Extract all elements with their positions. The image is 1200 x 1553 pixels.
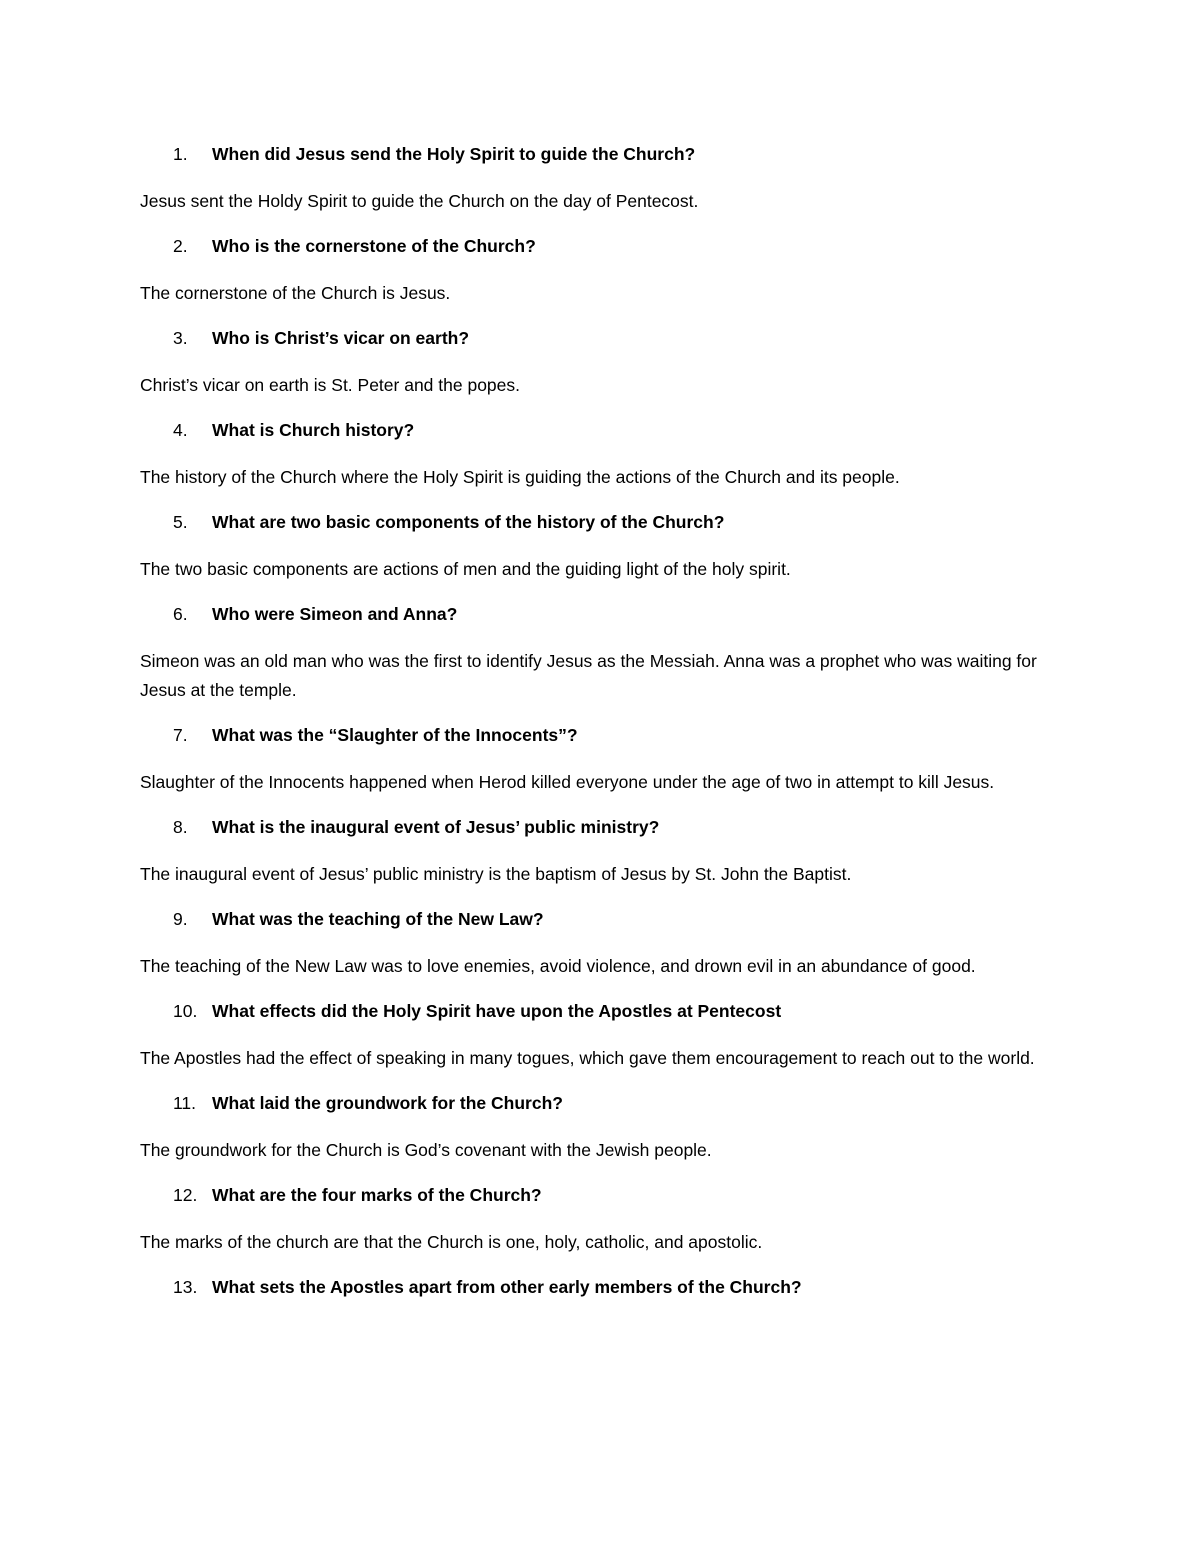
qa-item-11 <box>140 1089 1070 1165</box>
question-text: What is Church history? <box>212 420 415 440</box>
question-number: 12. <box>173 1185 198 1205</box>
question-3 <box>173 324 1070 353</box>
question-text: What effects did the Holy Spirit have upon the Apostles at Pentecost <box>212 1001 782 1021</box>
question-number: 3. <box>173 328 188 348</box>
question-text: Who is the cornerstone of the Church? <box>212 236 536 256</box>
question-number: 13. <box>173 1277 198 1297</box>
answer-6: Simeon was an old man who was the first to identify Jesus as the Messiah. Anna was a prophet who was waiting for Jesus at the temple. <box>140 651 1037 700</box>
qa-item-7 <box>140 721 1070 797</box>
qa-item-10 <box>140 997 1070 1073</box>
question-text: What sets the Apostles apart from other early members of the Church? <box>212 1277 802 1297</box>
question-text: What was the teaching of the New Law? <box>212 909 544 929</box>
question-number: 4. <box>173 420 188 440</box>
question-1 <box>173 140 1070 169</box>
question-9 <box>173 905 1070 934</box>
qa-item-5 <box>140 508 1070 584</box>
question-text: What are two basic components of the history of the Church? <box>212 512 725 532</box>
qa-item-4 <box>140 416 1070 492</box>
question-text: What is the inaugural event of Jesus’ public ministry? <box>212 817 660 837</box>
question-number: 8. <box>173 817 188 837</box>
qa-item-6 <box>140 600 1070 705</box>
answer-4: The history of the Church where the Holy Spirit is guiding the actions of the Church and its people. <box>140 467 900 487</box>
qa-item-3 <box>140 324 1070 400</box>
question-text: Who is Christ’s vicar on earth? <box>212 328 470 348</box>
question-number: 7. <box>173 725 188 745</box>
question-2 <box>173 232 1070 261</box>
answer-9: The teaching of the New Law was to love enemies, avoid violence, and drown evil in an abundance of good. <box>140 956 976 976</box>
question-number: 2. <box>173 236 188 256</box>
question-13 <box>173 1273 1070 1302</box>
question-number: 9. <box>173 909 188 929</box>
question-6 <box>173 600 1070 629</box>
answer-11: The groundwork for the Church is God’s covenant with the Jewish people. <box>140 1140 712 1160</box>
qa-item-13 <box>140 1273 1070 1302</box>
question-text: What are the four marks of the Church? <box>212 1185 542 1205</box>
qa-item-2 <box>140 232 1070 308</box>
question-number: 10. <box>173 1001 198 1021</box>
question-12 <box>173 1181 1070 1210</box>
answer-5: The two basic components are actions of men and the guiding light of the holy spirit. <box>140 559 791 579</box>
qa-item-8 <box>140 813 1070 889</box>
document-page <box>140 140 1070 1320</box>
qa-item-1 <box>140 140 1070 216</box>
qa-item-12 <box>140 1181 1070 1257</box>
question-8 <box>173 813 1070 842</box>
question-11 <box>173 1089 1070 1118</box>
answer-2: The cornerstone of the Church is Jesus. <box>140 283 451 303</box>
answer-12: The marks of the church are that the Church is one, holy, catholic, and apostolic. <box>140 1232 763 1252</box>
question-10 <box>173 997 1070 1026</box>
question-5 <box>173 508 1070 537</box>
answer-3: Christ’s vicar on earth is St. Peter and the popes. <box>140 375 521 395</box>
question-number: 11. <box>173 1093 197 1113</box>
answer-10: The Apostles had the effect of speaking in many togues, which gave them encouragement to reach out to the world. <box>140 1048 1035 1068</box>
question-text: When did Jesus send the Holy Spirit to guide the Church? <box>212 144 696 164</box>
question-text: Who were Simeon and Anna? <box>212 604 458 624</box>
question-number: 5. <box>173 512 188 532</box>
question-number: 6. <box>173 604 188 624</box>
answer-7: Slaughter of the Innocents happened when Herod killed everyone under the age of two in attempt to kill Jesus. <box>140 772 995 792</box>
question-4 <box>173 416 1070 445</box>
answer-8: The inaugural event of Jesus’ public ministry is the baptism of Jesus by St. John the Baptist. <box>140 864 852 884</box>
question-number: 1. <box>173 144 188 164</box>
question-text: What was the “Slaughter of the Innocents”? <box>212 725 578 745</box>
answer-1: Jesus sent the Holdy Spirit to guide the Church on the day of Pentecost. <box>140 191 699 211</box>
qa-item-9 <box>140 905 1070 981</box>
question-7 <box>173 721 1070 750</box>
question-text: What laid the groundwork for the Church? <box>212 1093 563 1113</box>
